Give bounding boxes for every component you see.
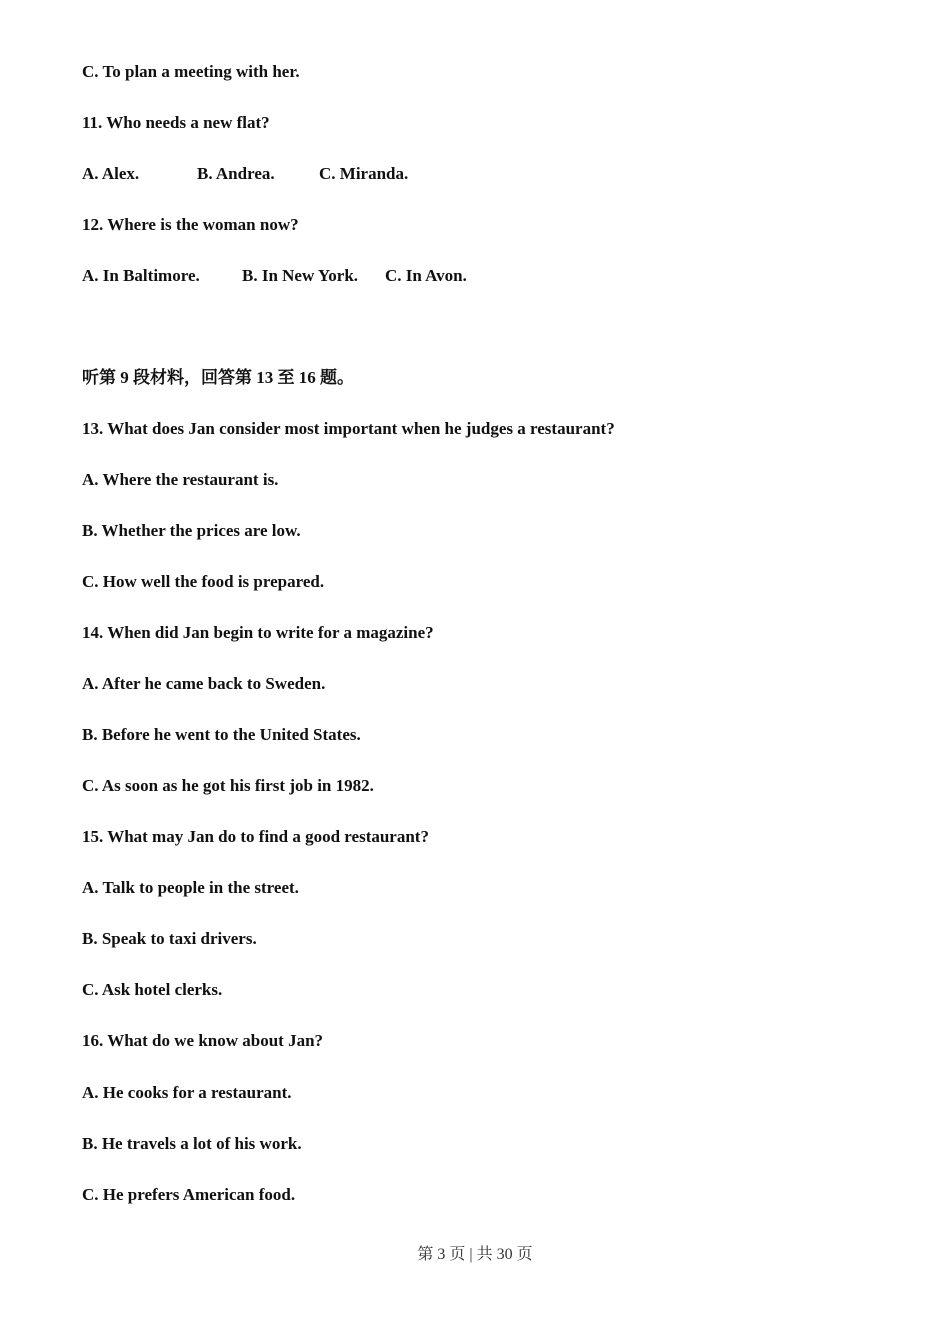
q14-option-b: B. Before he went to the United States. [82,725,361,744]
question-11: 11. Who needs a new flat? [82,113,270,132]
question-15: 15. What may Jan do to find a good restaurant? [82,827,429,846]
q15-option-c: C. Ask hotel clerks. [82,980,223,999]
question-12: 12. Where is the woman now? [82,215,299,234]
question-14: 14. When did Jan begin to write for a magazine? [82,623,434,642]
q15-option-b: B. Speak to taxi drivers. [82,929,257,948]
q13-option-b: B. Whether the prices are low. [82,521,301,540]
q11-option-a: A. Alex. [82,164,140,183]
q16-option-b: B. He travels a lot of his work. [82,1134,302,1153]
section-instruction: 听第 9 段材料，回答第 13 至 16 题。 [82,368,354,387]
q14-option-c: C. As soon as he got his first job in 1982. [82,776,374,795]
q13-option-a: A. Where the restaurant is. [82,470,279,489]
q11-option-b: B. Andrea. [197,164,275,183]
q16-option-a: A. He cooks for a restaurant. [82,1083,292,1102]
question-16: 16. What do we know about Jan? [82,1031,324,1050]
q13-option-c: C. How well the food is prepared. [82,572,325,591]
page-footer: 第 3 页 | 共 30 页 [417,1246,533,1263]
q11-option-c: C. Miranda. [319,164,409,183]
q14-option-a: A. After he came back to Sweden. [82,674,326,693]
q12-option-a: A. In Baltimore. [82,266,200,285]
q15-option-a: A. Talk to people in the street. [82,878,299,897]
option-line: C. To plan a meeting with her. [82,62,300,81]
q12-option-c: C. In Avon. [385,266,467,285]
q12-option-b: B. In New York. [242,266,359,285]
question-13: 13. What does Jan consider most important when he judges a restaurant? [82,419,615,438]
q16-option-c: C. He prefers American food. [82,1185,296,1204]
